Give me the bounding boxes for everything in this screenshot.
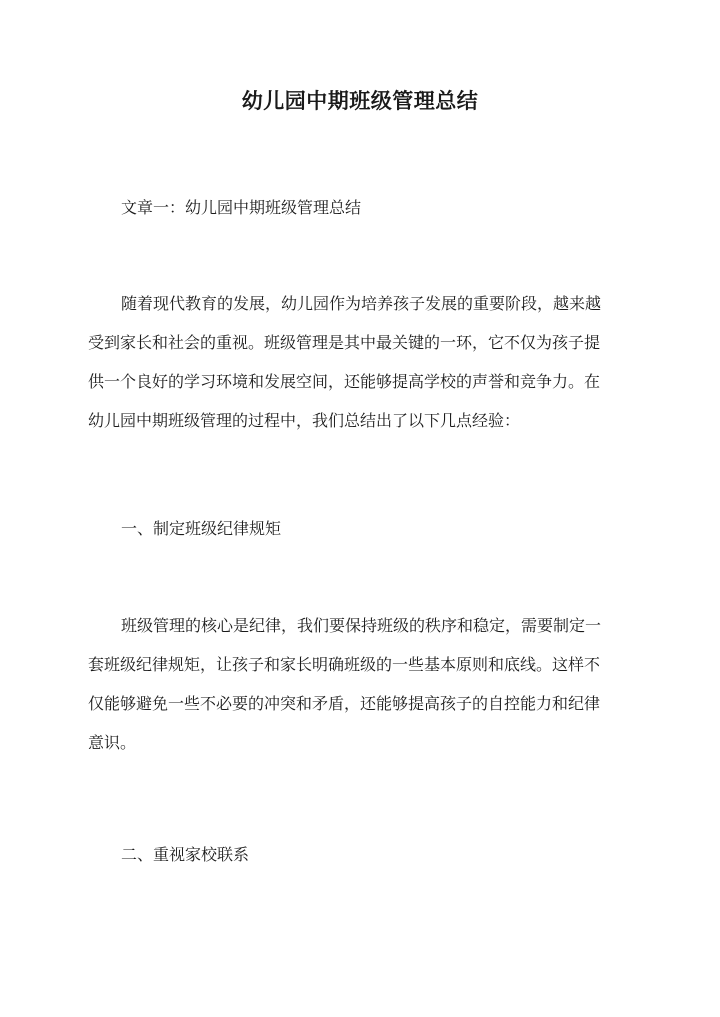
intro-paragraph bbox=[88, 284, 638, 440]
paragraph-line: 受到家长和社会的重视。班级管理是其中最关键的一环，它不仅为孩子提 bbox=[88, 333, 601, 352]
paragraph-line: 随着现代教育的发展，幼儿园作为培养孩子发展的重要阶段，越来越 bbox=[121, 294, 602, 313]
section-heading-1: 一、制定班级纪律规矩 bbox=[121, 519, 282, 538]
paragraph-line: 仅能够避免一些不必要的冲突和矛盾，还能够提高孩子的自控能力和纪律 bbox=[88, 694, 601, 713]
paragraph-line: 供一个良好的学习环境和发展空间，还能够提高学校的声誉和竞争力。在 bbox=[88, 372, 601, 391]
discipline-paragraph bbox=[88, 606, 638, 762]
document-title: 幼儿园中期班级管理总结 bbox=[241, 88, 479, 113]
paragraph-line: 套班级纪律规矩，让孩子和家长明确班级的一些基本原则和底线。这样不 bbox=[88, 655, 601, 674]
paragraph-line: 意识。 bbox=[88, 733, 137, 752]
paragraph-line: 班级管理的核心是纪律，我们要保持班级的秩序和稳定，需要制定一 bbox=[121, 616, 602, 635]
article-heading: 文章一：幼儿园中期班级管理总结 bbox=[121, 198, 362, 217]
section-heading-2: 二、重视家校联系 bbox=[121, 845, 250, 864]
paragraph-line: 幼儿园中期班级管理的过程中，我们总结出了以下几点经验： bbox=[88, 411, 521, 430]
